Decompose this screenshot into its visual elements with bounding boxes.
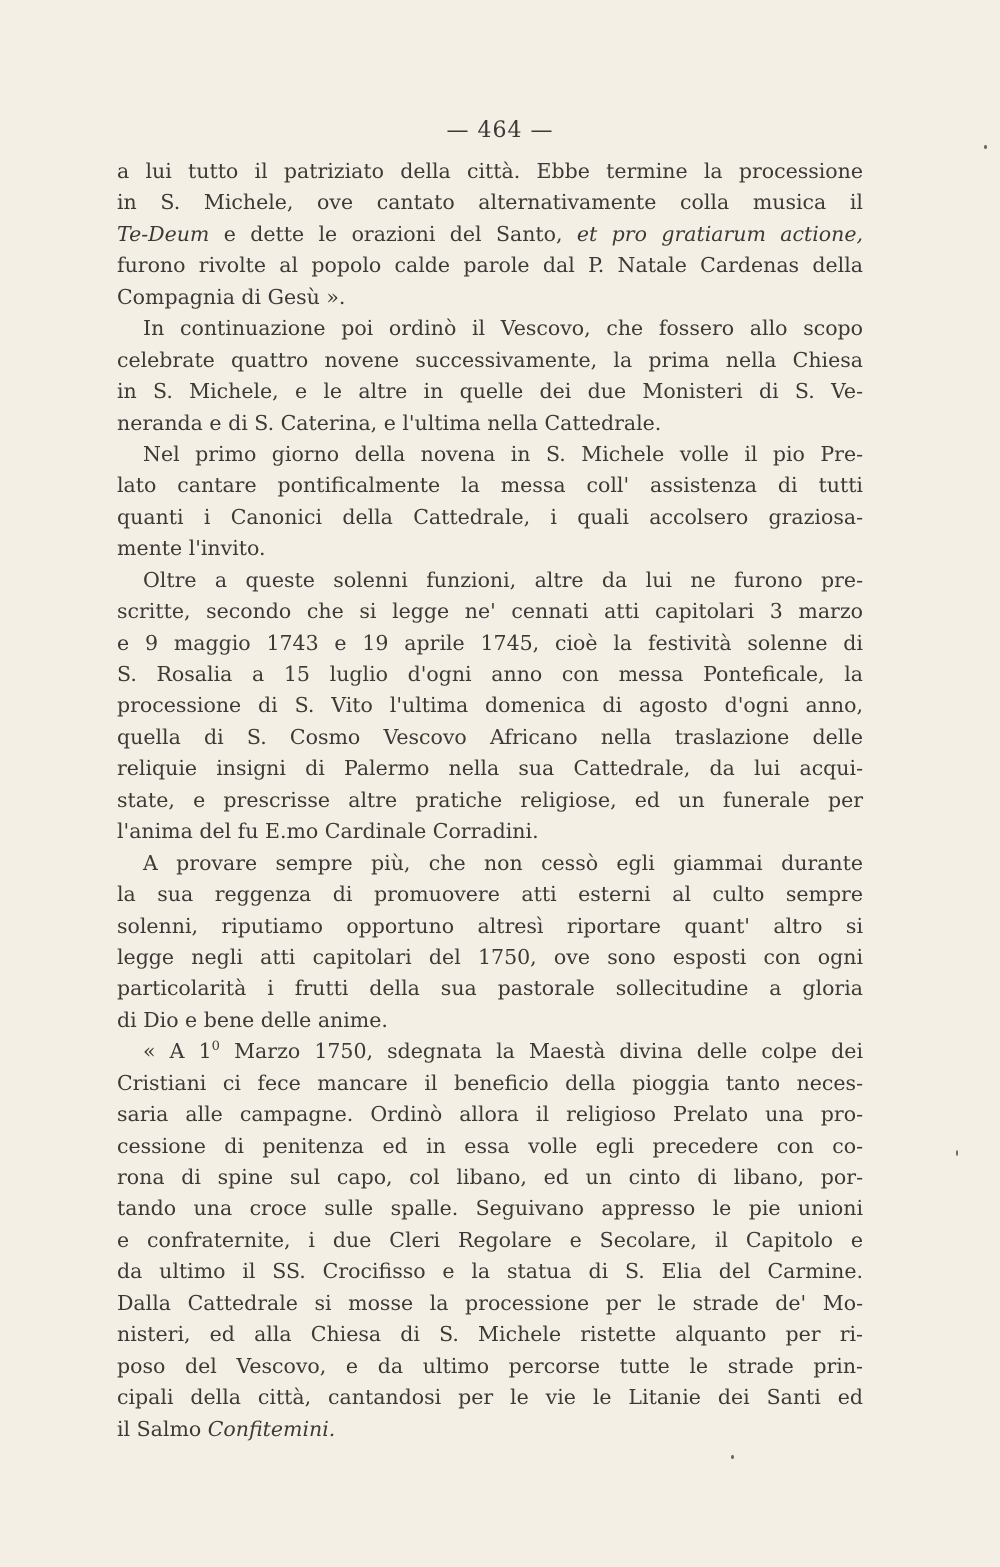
text-line [117,628,863,659]
text-line [117,250,863,281]
text-line [117,1036,863,1067]
text-line [117,345,863,376]
text-line [117,596,863,627]
text-segment: cessione di penitenza ed in essa volle egli precedere con co- [117,1133,863,1158]
body-text [117,156,863,1445]
text-segment: processione di S. Vito l'ultima domenica di agosto d'ogni anno, [117,693,863,718]
text-segment: Marzo 1750, sdegnata la Maestà divina delle colpe dei [219,1039,863,1064]
text-segment: in S. Michele, ove cantato alternativamente colla musica il [117,190,863,215]
text-segment: reliquie insigni di Palermo nella sua Cattedrale, da lui acqui- [117,756,863,781]
italic-text: et pro gratiarum actione, [576,221,863,246]
text-line [117,219,863,250]
text-line [117,785,863,816]
superscript-text: 0 [211,1039,220,1055]
text-segment: a lui tutto il patriziato della città. Ebbe termine la processione [117,159,863,183]
text-segment: In continuazione poi ordinò il Vescovo, che fossero allo scopo [143,316,863,341]
text-segment: il Salmo [117,1416,208,1441]
text-line [117,848,863,879]
text-line [117,911,863,942]
text-segment: la sua reggenza di promuovere atti esterni al culto sempre [117,882,863,907]
text-line [117,1162,863,1193]
text-segment: A provare sempre più, che non cessò egli giammai durante [143,850,863,875]
text-line [117,1068,863,1099]
text-line [117,659,863,690]
italic-text: Te-Deum [117,221,210,246]
text-line [117,1005,863,1036]
text-segment: celebrate quattro novene successivamente, la prima nella Chiesa [117,347,863,372]
text-segment: solenni, riputiamo opportuno altresì riportare quant' altro si [117,913,863,938]
text-line [117,1382,863,1413]
text-line [117,376,863,407]
text-segment: scritte, secondo che si legge ne' cennati atti capitolari 3 marzo [117,599,863,624]
text-segment: rona di spine sul capo, col libano, ed un cinto di libano, por- [117,1165,863,1189]
text-segment: neranda e di S. Caterina, e l'ultima nella Cattedrale. [117,410,662,435]
text-segment: e dette le orazioni del Santo, [209,221,577,246]
text-line [117,942,863,973]
text-segment: Compagnia di Gesù ». [117,284,346,309]
text-segment: l'anima del fu E.mo Cardinale Corradini. [117,819,539,844]
ink-speck [984,145,987,149]
text-segment: Dalla Cattedrale si mosse la processione per le strade de' Mo- [117,1290,863,1315]
ink-speck [956,1150,958,1156]
text-line [117,1414,863,1445]
text-line [117,282,863,313]
text-line [117,690,863,721]
text-segment: Cristiani ci fece mancare il beneficio della pioggia tanto neces- [117,1070,863,1095]
text-segment: nisteri, ed alla Chiesa di S. Michele ristette alquanto per ri- [117,1322,863,1347]
text-segment: lato cantare pontificalmente la messa coll' assistenza di tutti [117,473,863,498]
text-line [117,722,863,753]
text-line [117,533,863,564]
text-line [117,313,863,344]
text-line [117,973,863,1004]
text-segment: quella di S. Cosmo Vescovo Africano nella traslazione delle [117,724,863,749]
text-line [117,187,863,218]
text-segment: tando una croce sulle spalle. Seguivano appresso le pie unioni [117,1196,863,1221]
text-line [117,753,863,784]
ink-speck [731,1455,734,1459]
text-line [117,565,863,596]
text-segment: da ultimo il SS. Crocifisso e la statua di S. Elia del Carmine. [117,1259,863,1284]
text-line [117,1288,863,1319]
text-line [117,156,863,187]
text-segment: saria alle campagne. Ordinò allora il religioso Prelato una pro- [117,1102,863,1127]
text-line [117,879,863,910]
text-segment: e confraternite, i due Cleri Regolare e Secolare, il Capitolo e [117,1227,863,1252]
text-line [117,408,863,439]
text-segment: e 9 maggio 1743 e 19 aprile 1745, cioè la festività solenne di [117,630,863,655]
text-segment: furono rivolte al popolo calde parole dal P. Natale Cardenas della [117,253,863,278]
text-segment: di Dio e bene delle anime. [117,1007,388,1032]
text-segment: quanti i Canonici della Cattedrale, i quali accolsero graziosa- [117,504,863,529]
text-line [117,1099,863,1130]
text-line [117,1319,863,1350]
text-segment: S. Rosalia a 15 luglio d'ogni anno con messa Ponteficale, la [117,662,863,686]
text-segment: state, e prescrisse altre pratiche religiose, ed un funerale per [117,787,863,812]
text-segment: in S. Michele, e le altre in quelle dei due Monisteri di S. Ve- [117,379,863,404]
text-line [117,1131,863,1162]
text-segment: poso del Vescovo, e da ultimo percorse tutte le strade prin- [117,1353,863,1378]
text-line [117,1256,863,1287]
text-line [117,816,863,847]
text-line [117,1351,863,1382]
text-line [117,470,863,501]
page-number: — 464 — [446,118,554,143]
text-segment: Nel primo giorno della novena in S. Michele volle il pio Pre- [143,441,863,466]
text-line [117,502,863,533]
text-segment: « A 1 [143,1039,212,1064]
italic-text: Confitemini. [207,1416,336,1441]
text-line [117,1193,863,1224]
text-segment: particolarità i frutti della sua pastorale sollecitudine a gloria [117,976,863,1001]
text-segment: Oltre a queste solenni funzioni, altre da lui ne furono pre- [143,567,863,592]
text-segment: cipali della città, cantandosi per le vie le Litanie dei Santi ed [117,1385,863,1410]
text-segment: legge negli atti capitolari del 1750, ove sono esposti con ogni [117,944,863,969]
text-line [117,439,863,470]
text-segment: mente l'invito. [117,536,266,561]
text-line [117,1225,863,1256]
